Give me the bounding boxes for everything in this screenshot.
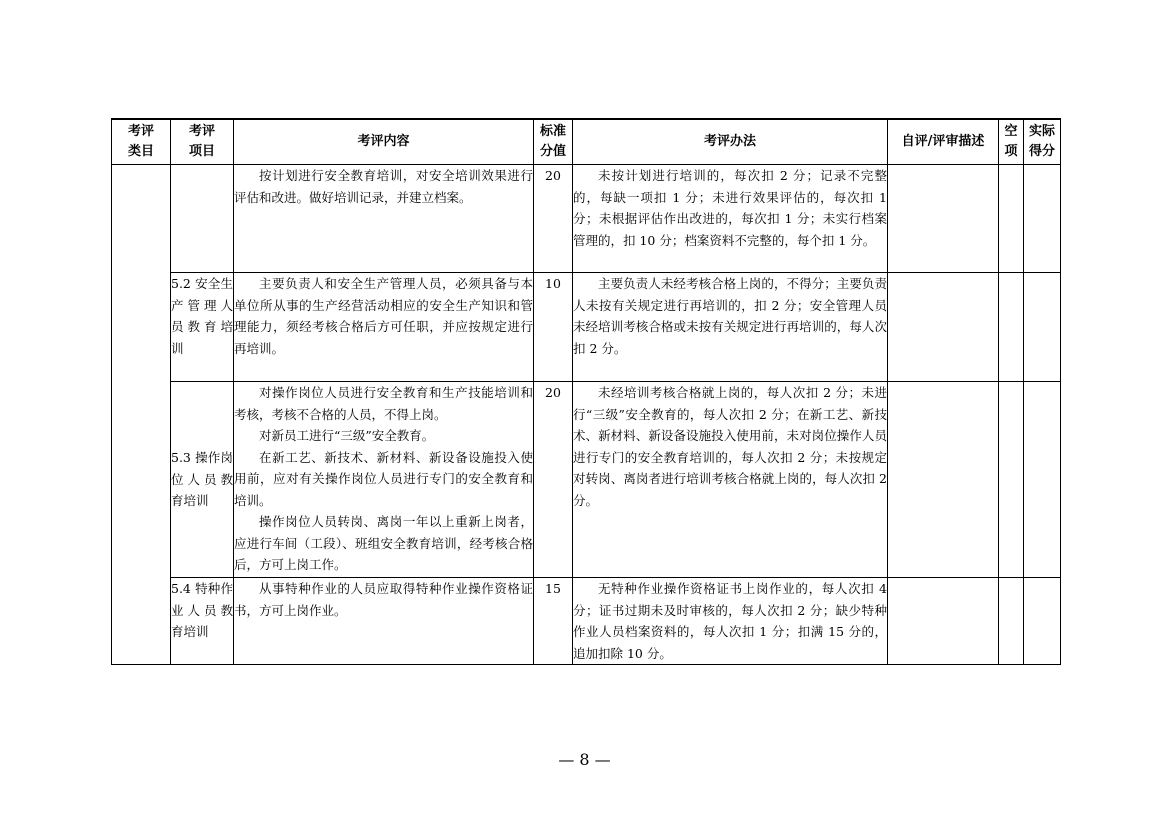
self-eval-cell <box>888 165 999 273</box>
method-paragraph: 未经培训考核合格就上岗的，每人次扣 2 分；未进行“三级”安全教育的，每人次扣 2 分；在新工艺、新技术、新材料、新设备设施投入使用前，未对岗位操作人员进行专门的安全教育培训的，每人次扣 2 分；未按规定对转岗、离岗者进行培训考核合格就上岗的，每人次扣 2 分。 <box>573 385 887 508</box>
score-value: 10 <box>545 276 561 291</box>
content-cell <box>234 273 534 382</box>
header-item-text: 考评 项目 <box>188 124 215 159</box>
header-actual <box>1024 119 1061 165</box>
item-text: 5.2 安全生产管理人员教育培训 <box>171 276 233 356</box>
header-content-text: 考评内容 <box>357 134 410 149</box>
score-cell <box>534 578 573 665</box>
actual-score-cell <box>1024 165 1061 273</box>
header-method <box>573 119 888 165</box>
table-row <box>112 165 1061 273</box>
method-paragraph: 主要负责人未经考核合格上岗的，不得分；主要负责人未按有关规定进行再培训的，扣 2 分；安全管理人员未经培训考核合格或未按有关规定进行再培训的，每人次扣 2 分。 <box>573 276 887 356</box>
actual-score-cell <box>1024 578 1061 665</box>
header-self-eval <box>888 119 999 165</box>
content-paragraph: 对新员工进行“三级”安全教育。 <box>259 428 435 443</box>
score-value: 20 <box>545 385 561 400</box>
content-paragraph: 按计划进行安全教育培训，对安全培训效果进行评估和改进。做好培训记录，并建立档案。 <box>234 168 533 205</box>
content-paragraph: 从事特种作业的人员应取得特种作业操作资格证书，方可上岗作业。 <box>234 581 533 618</box>
table-row <box>112 273 1061 382</box>
score-value: 20 <box>545 168 561 183</box>
content-paragraph: 操作岗位人员转岗、离岗一年以上重新上岗者，应进行车间（工段）、班组安全教育培训，经考核合格后，方可上岗工作。 <box>234 514 533 572</box>
item-cell <box>171 382 234 578</box>
self-eval-cell <box>888 273 999 382</box>
blank-item-cell <box>999 273 1024 382</box>
score-value: 15 <box>545 581 561 596</box>
item-cell <box>171 578 234 665</box>
header-category <box>112 119 171 165</box>
content-cell <box>234 578 534 665</box>
header-method-text: 考评办法 <box>703 134 756 149</box>
actual-score-cell <box>1024 273 1061 382</box>
header-row <box>112 119 1061 165</box>
blank-item-cell <box>999 165 1024 273</box>
header-score <box>534 119 573 165</box>
header-blank-text: 空 项 <box>1004 124 1018 159</box>
actual-score-cell <box>1024 382 1061 578</box>
table-row <box>112 578 1061 665</box>
self-eval-cell <box>888 382 999 578</box>
self-eval-cell <box>888 578 999 665</box>
content-paragraph: 在新工艺、新技术、新材料、新设备设施投入使用前，应对有关操作岗位人员进行专门的安全教育和培训。 <box>234 449 533 508</box>
item-text: 5.4 特种作业人员教育培训 <box>171 581 233 639</box>
header-item <box>171 119 234 165</box>
header-category-text: 考评 类目 <box>127 124 154 159</box>
content-cell <box>234 382 534 578</box>
header-blank <box>999 119 1024 165</box>
header-actual-text: 实际 得分 <box>1028 124 1055 159</box>
method-cell <box>573 273 888 382</box>
method-cell <box>573 165 888 273</box>
score-cell <box>534 273 573 382</box>
content-paragraph: 对操作岗位人员进行安全教育和生产技能培训和考核，考核不合格的人员，不得上岗。 <box>234 385 533 422</box>
header-content <box>234 119 534 165</box>
page-number: — 8 — <box>558 750 611 769</box>
method-cell <box>573 382 888 578</box>
method-paragraph: 无特种作业操作资格证书上岗作业的，每人次扣 4 分；证书过期未及时审核的，每人次扣 2 分；缺少特种作业人员档案资料的，每人次扣 1 分；扣满 15 分的，追加扣除 10 分。 <box>573 581 887 661</box>
item-text: 5.3 操作岗位人员教育培训 <box>171 450 233 509</box>
category-cell <box>112 165 171 665</box>
score-cell <box>534 382 573 578</box>
header-score-text: 标准 分值 <box>539 124 566 159</box>
header-self-eval-text: 自评/评审描述 <box>901 134 985 149</box>
blank-item-cell <box>999 382 1024 578</box>
content-paragraph: 主要负责人和安全生产管理人员，必须具备与本单位所从事的生产经营活动相应的安全生产知识和管理能力，须经考核合格后方可任职，并应按规定进行再培训。 <box>234 276 533 356</box>
item-cell <box>171 273 234 382</box>
content-cell <box>234 165 534 273</box>
blank-item-cell <box>999 578 1024 665</box>
assessment-table <box>111 118 1061 665</box>
item-cell <box>171 165 234 273</box>
method-paragraph: 未按计划进行培训的，每次扣 2 分；记录不完整的，每缺一项扣 1 分；未进行效果评估的，每次扣 1 分；未根据评估作出改进的，每次扣 1 分；未实行档案管理的，扣 10 分；档案资料不完整的，每个扣 1 分。 <box>573 168 887 248</box>
score-cell <box>534 165 573 273</box>
table-row <box>112 382 1061 578</box>
method-cell <box>573 578 888 665</box>
